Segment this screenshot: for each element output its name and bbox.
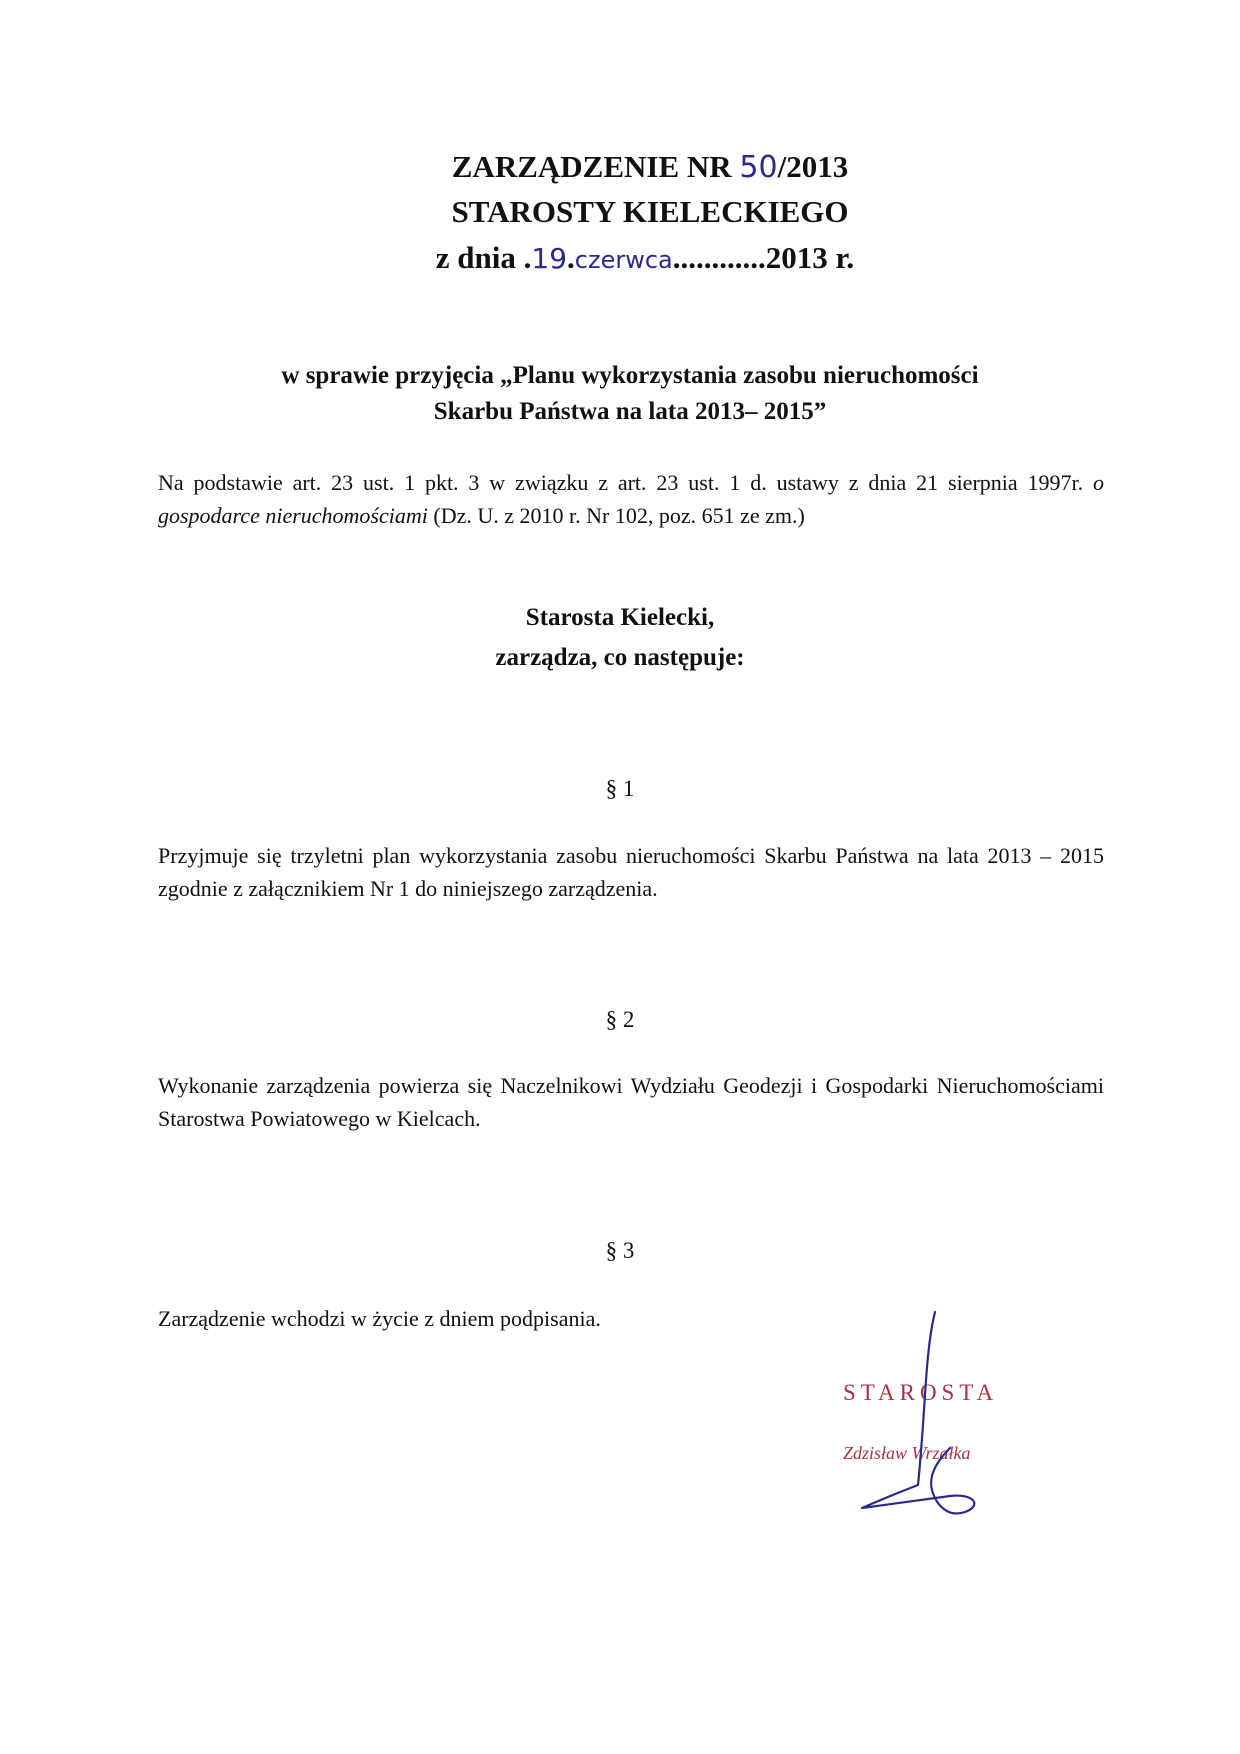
stamp-name: Zdzisław Wrzałka: [843, 1443, 971, 1463]
date-prefix: z dnia .: [435, 240, 532, 275]
authority-line-2: zarządza, co następuje:: [495, 644, 745, 671]
section-1-symbol: § 1: [605, 776, 635, 801]
legal-basis-text-1: Na podstawie art. 23 ust. 1 pkt. 3 w związku z art. 23 ust. 1 d. ustawy z dnia 21 sierpnia 1997r.: [158, 470, 1093, 495]
subject-line-2: Skarbu Państwa na lata 2013– 2015”: [433, 398, 827, 425]
section-1-text: Przyjmuje się trzyletni plan wykorzystania zasobu nieruchomości Skarbu Państwa na lata 2013 – 2015 zgodnie z załącznikiem Nr 1 do niniejszego zarządzenia.: [158, 843, 1104, 901]
heading-line-authority: STAROSTY KIELECKIEGO: [451, 194, 849, 229]
handwritten-day: 19: [531, 242, 568, 275]
heading-line-number: [0, 145, 1240, 190]
heading-line-date: z dnia .19.czerwca............2013 r.: [435, 240, 855, 275]
heading-prefix: ZARZĄDZENIE NR: [451, 149, 740, 184]
legal-basis-act-title: o gospodarce nieruchomościami: [158, 470, 1104, 528]
date-suffix: ............2013 r.: [672, 240, 855, 275]
heading-suffix: /2013: [777, 149, 849, 184]
section-3-text: Zarządzenie wchodzi w życie z dniem podpisania.: [158, 1306, 601, 1331]
section-2-text: Wykonanie zarządzenia powierza się Naczelnikowi Wydziału Geodezji i Gospodarki Nieruchomościami Starostwa Powiatowego w Kielcach.: [158, 1073, 1104, 1131]
subject-line-1: w sprawie przyjęcia „Planu wykorzystania zasobu nieruchomości: [281, 362, 979, 389]
stamp-title: STAROSTA: [843, 1380, 999, 1405]
section-3-symbol: § 3: [605, 1238, 635, 1263]
handwritten-month: czerwca: [574, 246, 673, 274]
document-subject: [150, 358, 1110, 430]
authority-line-1: Starosta Kielecki,: [525, 604, 715, 631]
handwritten-number: 50: [739, 150, 778, 185]
legal-basis-text-2: (Dz. U. z 2010 r. Nr 102, poz. 651 ze zm.): [427, 503, 805, 528]
legal-basis: [158, 466, 1104, 532]
section-2-symbol: § 2: [605, 1007, 635, 1032]
signature-icon: [840, 1300, 1000, 1520]
document-heading: [0, 145, 1240, 282]
authority-block: [0, 598, 1240, 678]
